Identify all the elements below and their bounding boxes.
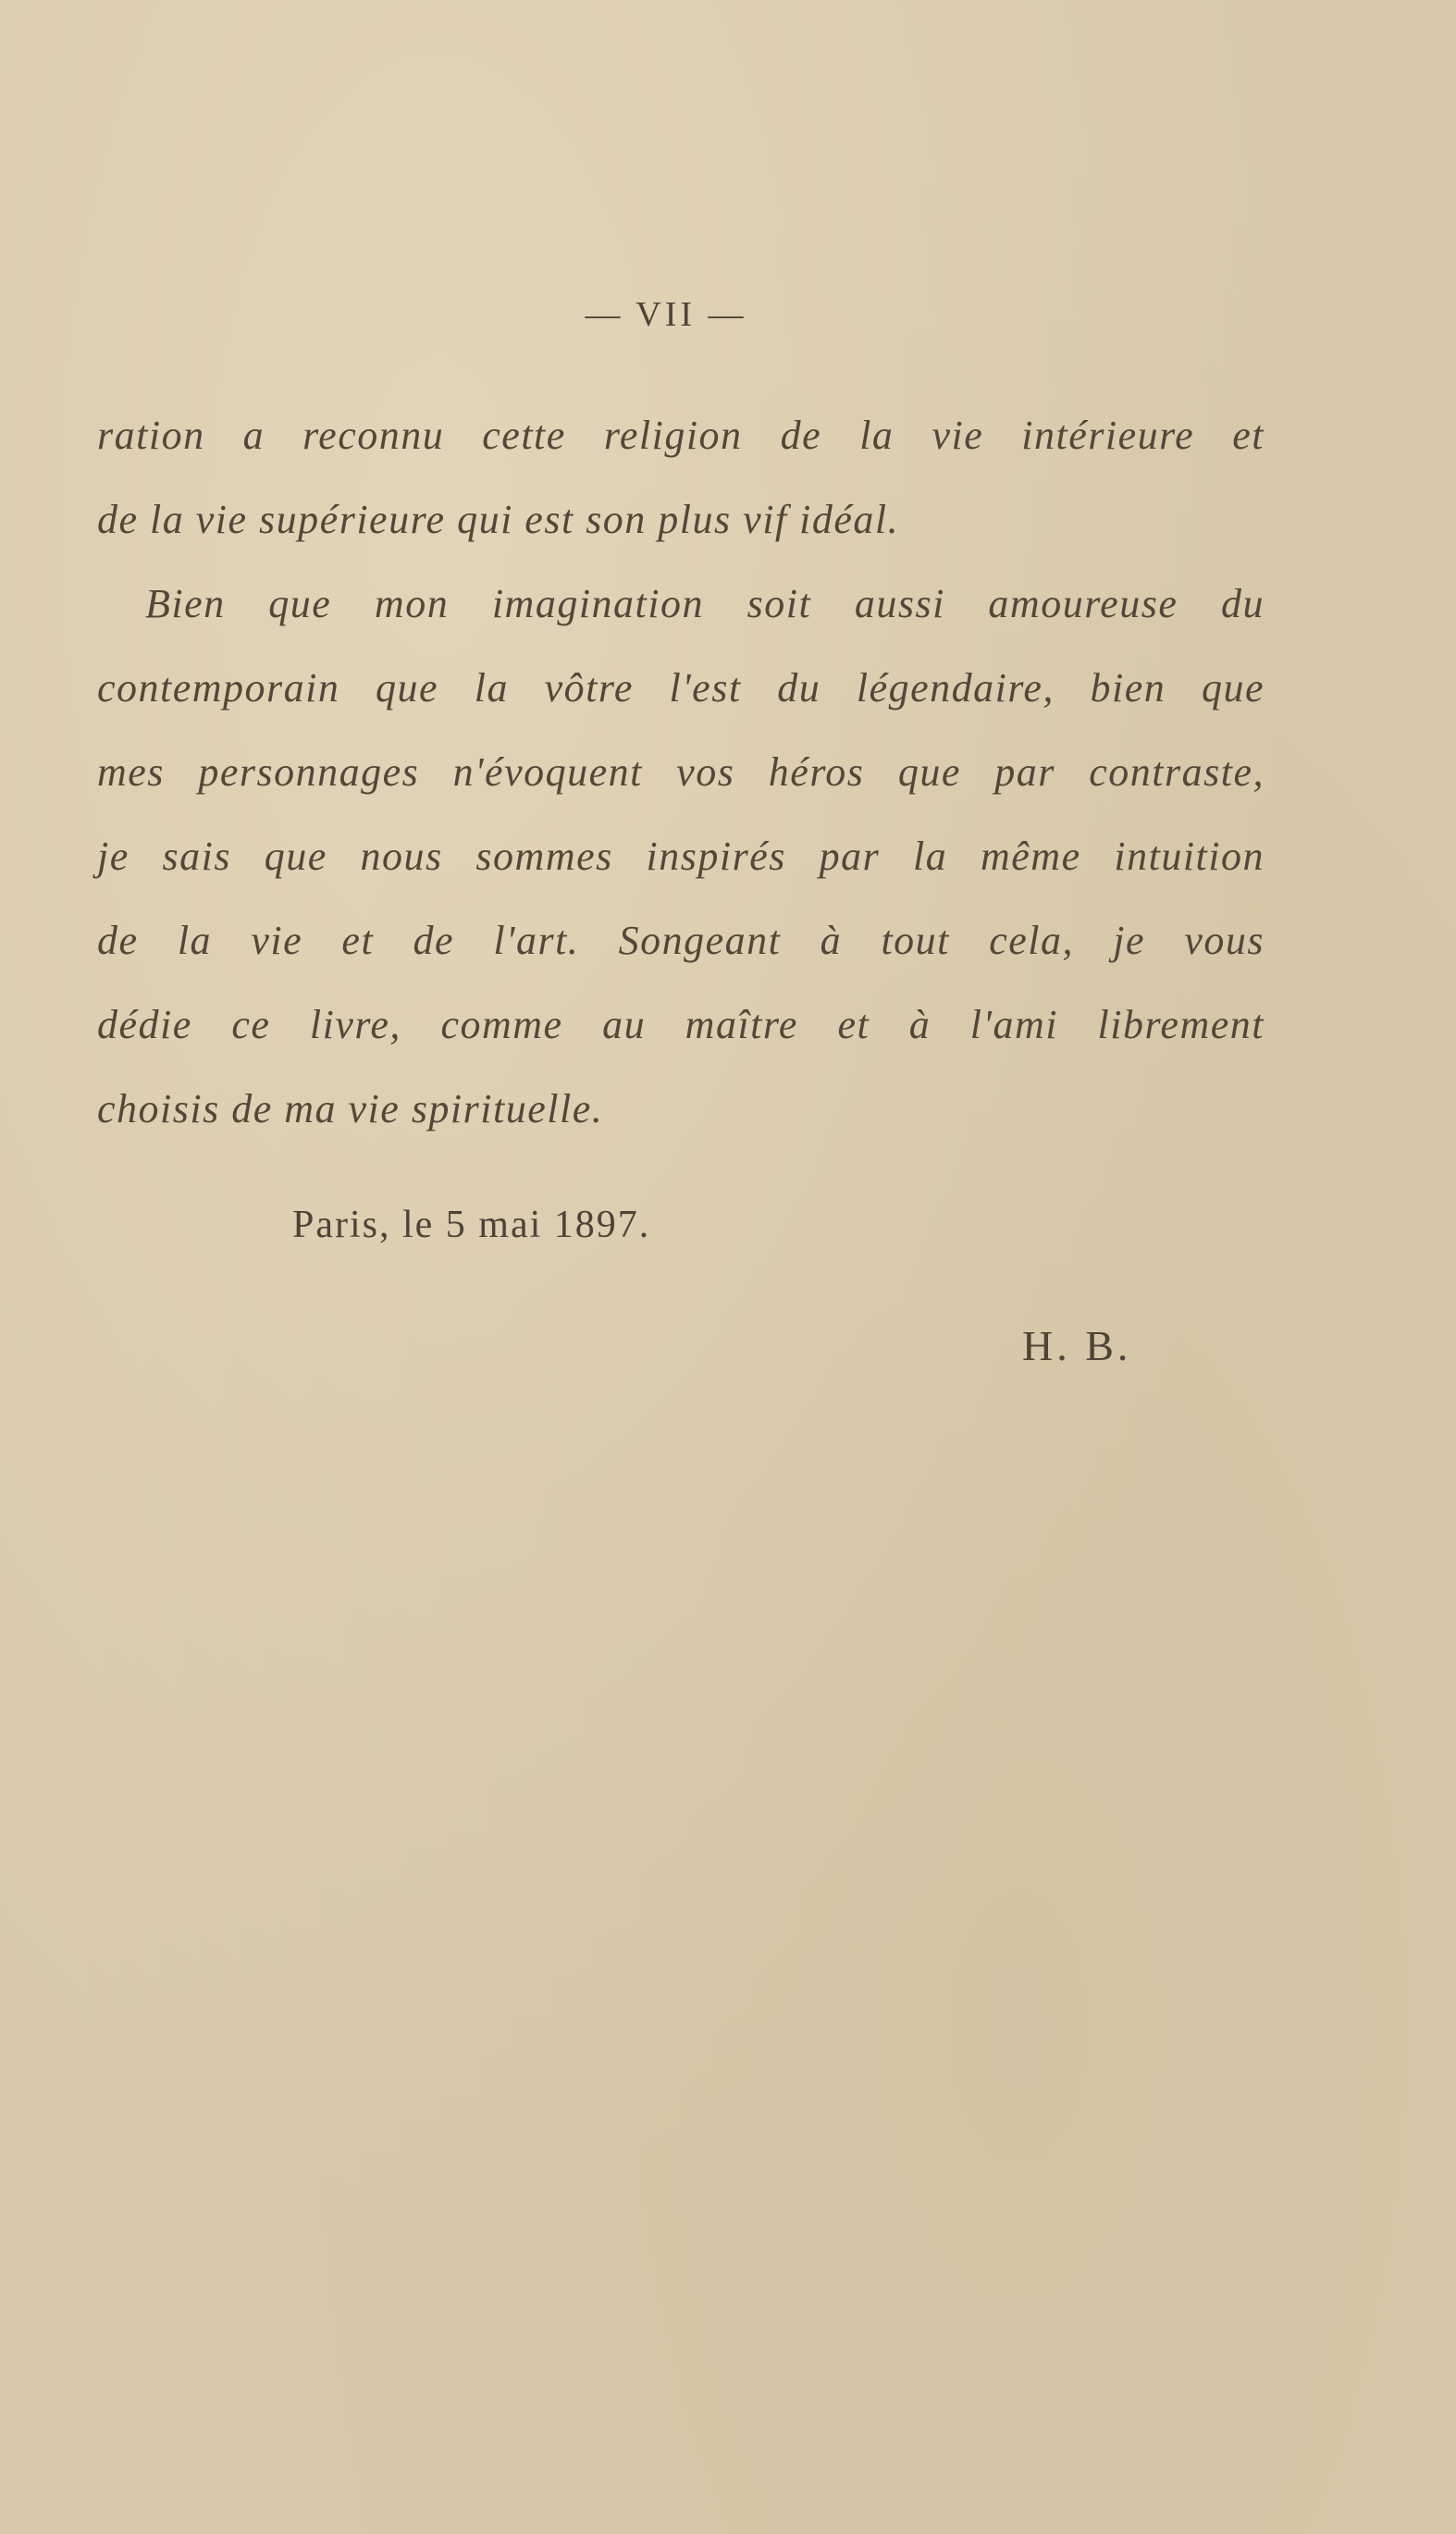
text-line: Bien que mon imagination soit aussi amoureuse du <box>145 581 1265 626</box>
text-line: de la vie et de l'art. Songeant à tout cela, je vous <box>97 918 1265 963</box>
signature-initials: H. B. <box>1022 1322 1132 1369</box>
text-line: contemporain que la vôtre l'est du légendaire, bien que <box>97 665 1265 711</box>
dedication-text <box>97 393 1265 1151</box>
text-line: dédie ce livre, comme au maître et à l'ami librement <box>97 1002 1265 1047</box>
text-line: de la vie supérieure qui est son plus vif idéal. <box>97 497 900 542</box>
place-date: Paris, le 5 mai 1897. <box>292 1204 651 1246</box>
text-line: mes personnages n'évoquent vos héros que par contraste, <box>97 749 1265 795</box>
text-line: je sais que nous sommes inspirés par la même intuition <box>97 834 1265 879</box>
text-line: ration a reconnu cette religion de la vie intérieure et <box>97 413 1265 458</box>
page-number: — VII — <box>585 295 747 334</box>
text-line: choisis de ma vie spirituelle. <box>97 1086 604 1131</box>
